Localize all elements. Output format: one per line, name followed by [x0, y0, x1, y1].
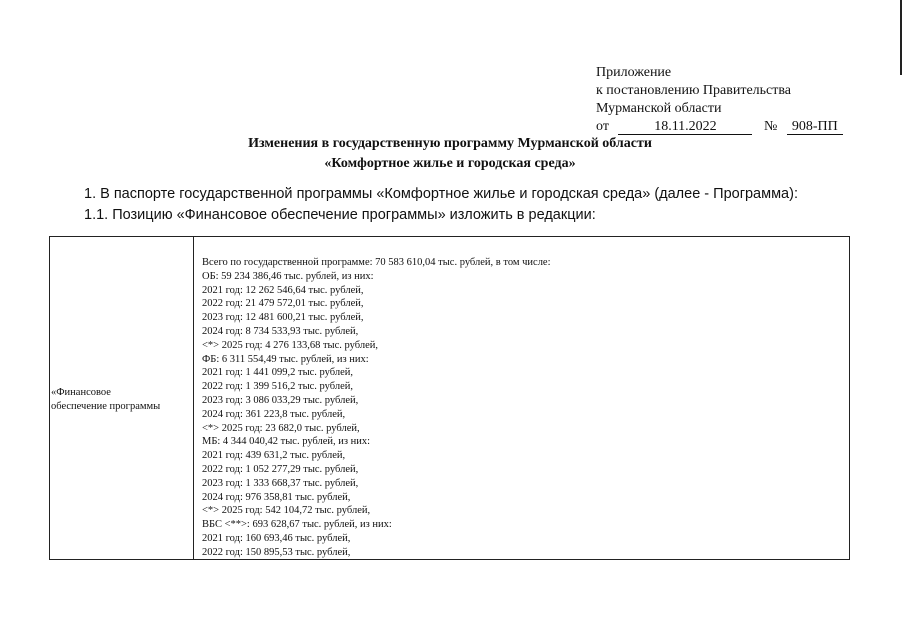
- table-row: 2021 год: 12 262 546,64 тыс. рублей,: [202, 284, 364, 296]
- table-row: МБ: 4 344 040,42 тыс. рублей, из них:: [202, 436, 371, 448]
- paragraph-1-1: 1.1. Позицию «Финансовое обеспечение программы» изложить в редакции:: [84, 207, 596, 223]
- table-row: 2024 год: 361 223,8 тыс. рублей,: [202, 408, 346, 420]
- table-row: 2021 год: 160 693,46 тыс. рублей,: [202, 532, 351, 544]
- table-label-line-1: «Финансовое: [51, 387, 111, 398]
- financing-table: [49, 236, 850, 560]
- table-column-divider: [193, 237, 194, 559]
- table-row: Всего по государственной программе: 70 583 610,04 тыс. рублей, в том числе:: [202, 257, 551, 268]
- appendix-line-1: Приложение: [596, 65, 672, 80]
- from-label: от: [596, 119, 609, 134]
- table-row: 2023 год: 3 086 033,29 тыс. рублей,: [202, 394, 359, 406]
- table-row: 2021 год: 439 631,2 тыс. рублей,: [202, 450, 346, 462]
- table-row: <*> 2025 год: 23 682,0 тыс. рублей,: [202, 422, 360, 434]
- table-row: 2022 год: 1 052 277,29 тыс. рублей,: [202, 463, 359, 475]
- table-row: ОБ: 59 234 386,46 тыс. рублей, из них:: [202, 270, 374, 282]
- appendix-header: [596, 64, 843, 136]
- table-row: 2023 год: 12 481 600,21 тыс. рублей,: [202, 312, 364, 324]
- number-sign: №: [763, 119, 778, 134]
- document-title: [200, 134, 700, 174]
- table-row: 2022 год: 21 479 572,01 тыс. рублей,: [202, 298, 364, 310]
- table-row: 2024 год: 976 358,81 тыс. рублей,: [202, 491, 351, 503]
- table-row: <*> 2025 год: 4 276 133,68 тыс. рублей,: [202, 339, 378, 351]
- table-row: 2021 год: 1 441 099,2 тыс. рублей,: [202, 367, 354, 379]
- resolution-number: 908-ПП: [787, 120, 843, 135]
- table-value-cell: [202, 256, 842, 560]
- table-row: 2023 год: 1 333 668,37 тыс. рублей,: [202, 477, 359, 489]
- resolution-date: 18.11.2022: [618, 120, 752, 135]
- appendix-line-2: к постановлению Правительства: [596, 83, 792, 98]
- table-label-cell: [51, 386, 189, 414]
- title-line-2: «Комфортное жилье и городская среда»: [324, 156, 576, 171]
- table-row: 2022 год: 1 399 516,2 тыс. рублей,: [202, 381, 354, 393]
- appendix-line-3: Мурманской области: [596, 101, 722, 116]
- table-row: <*> 2025 год: 542 104,72 тыс. рублей,: [202, 505, 371, 517]
- title-line-1: Изменения в государственную программу Мурманской области: [248, 136, 652, 151]
- scan-edge-line: [900, 0, 902, 75]
- paragraph-1: 1. В паспорте государственной программы «Комфортное жилье и городская среда» (далее - Программа):: [84, 186, 798, 202]
- table-label-line-2: обеспечение программы: [51, 401, 161, 412]
- table-row: 2024 год: 8 734 533,93 тыс. рублей,: [202, 325, 359, 337]
- table-row: ВБС <**>: 693 628,67 тыс. рублей, из них:: [202, 519, 392, 531]
- table-row: ФБ: 6 311 554,49 тыс. рублей, из них:: [202, 353, 369, 365]
- table-row: 2022 год: 150 895,53 тыс. рублей,: [202, 546, 351, 558]
